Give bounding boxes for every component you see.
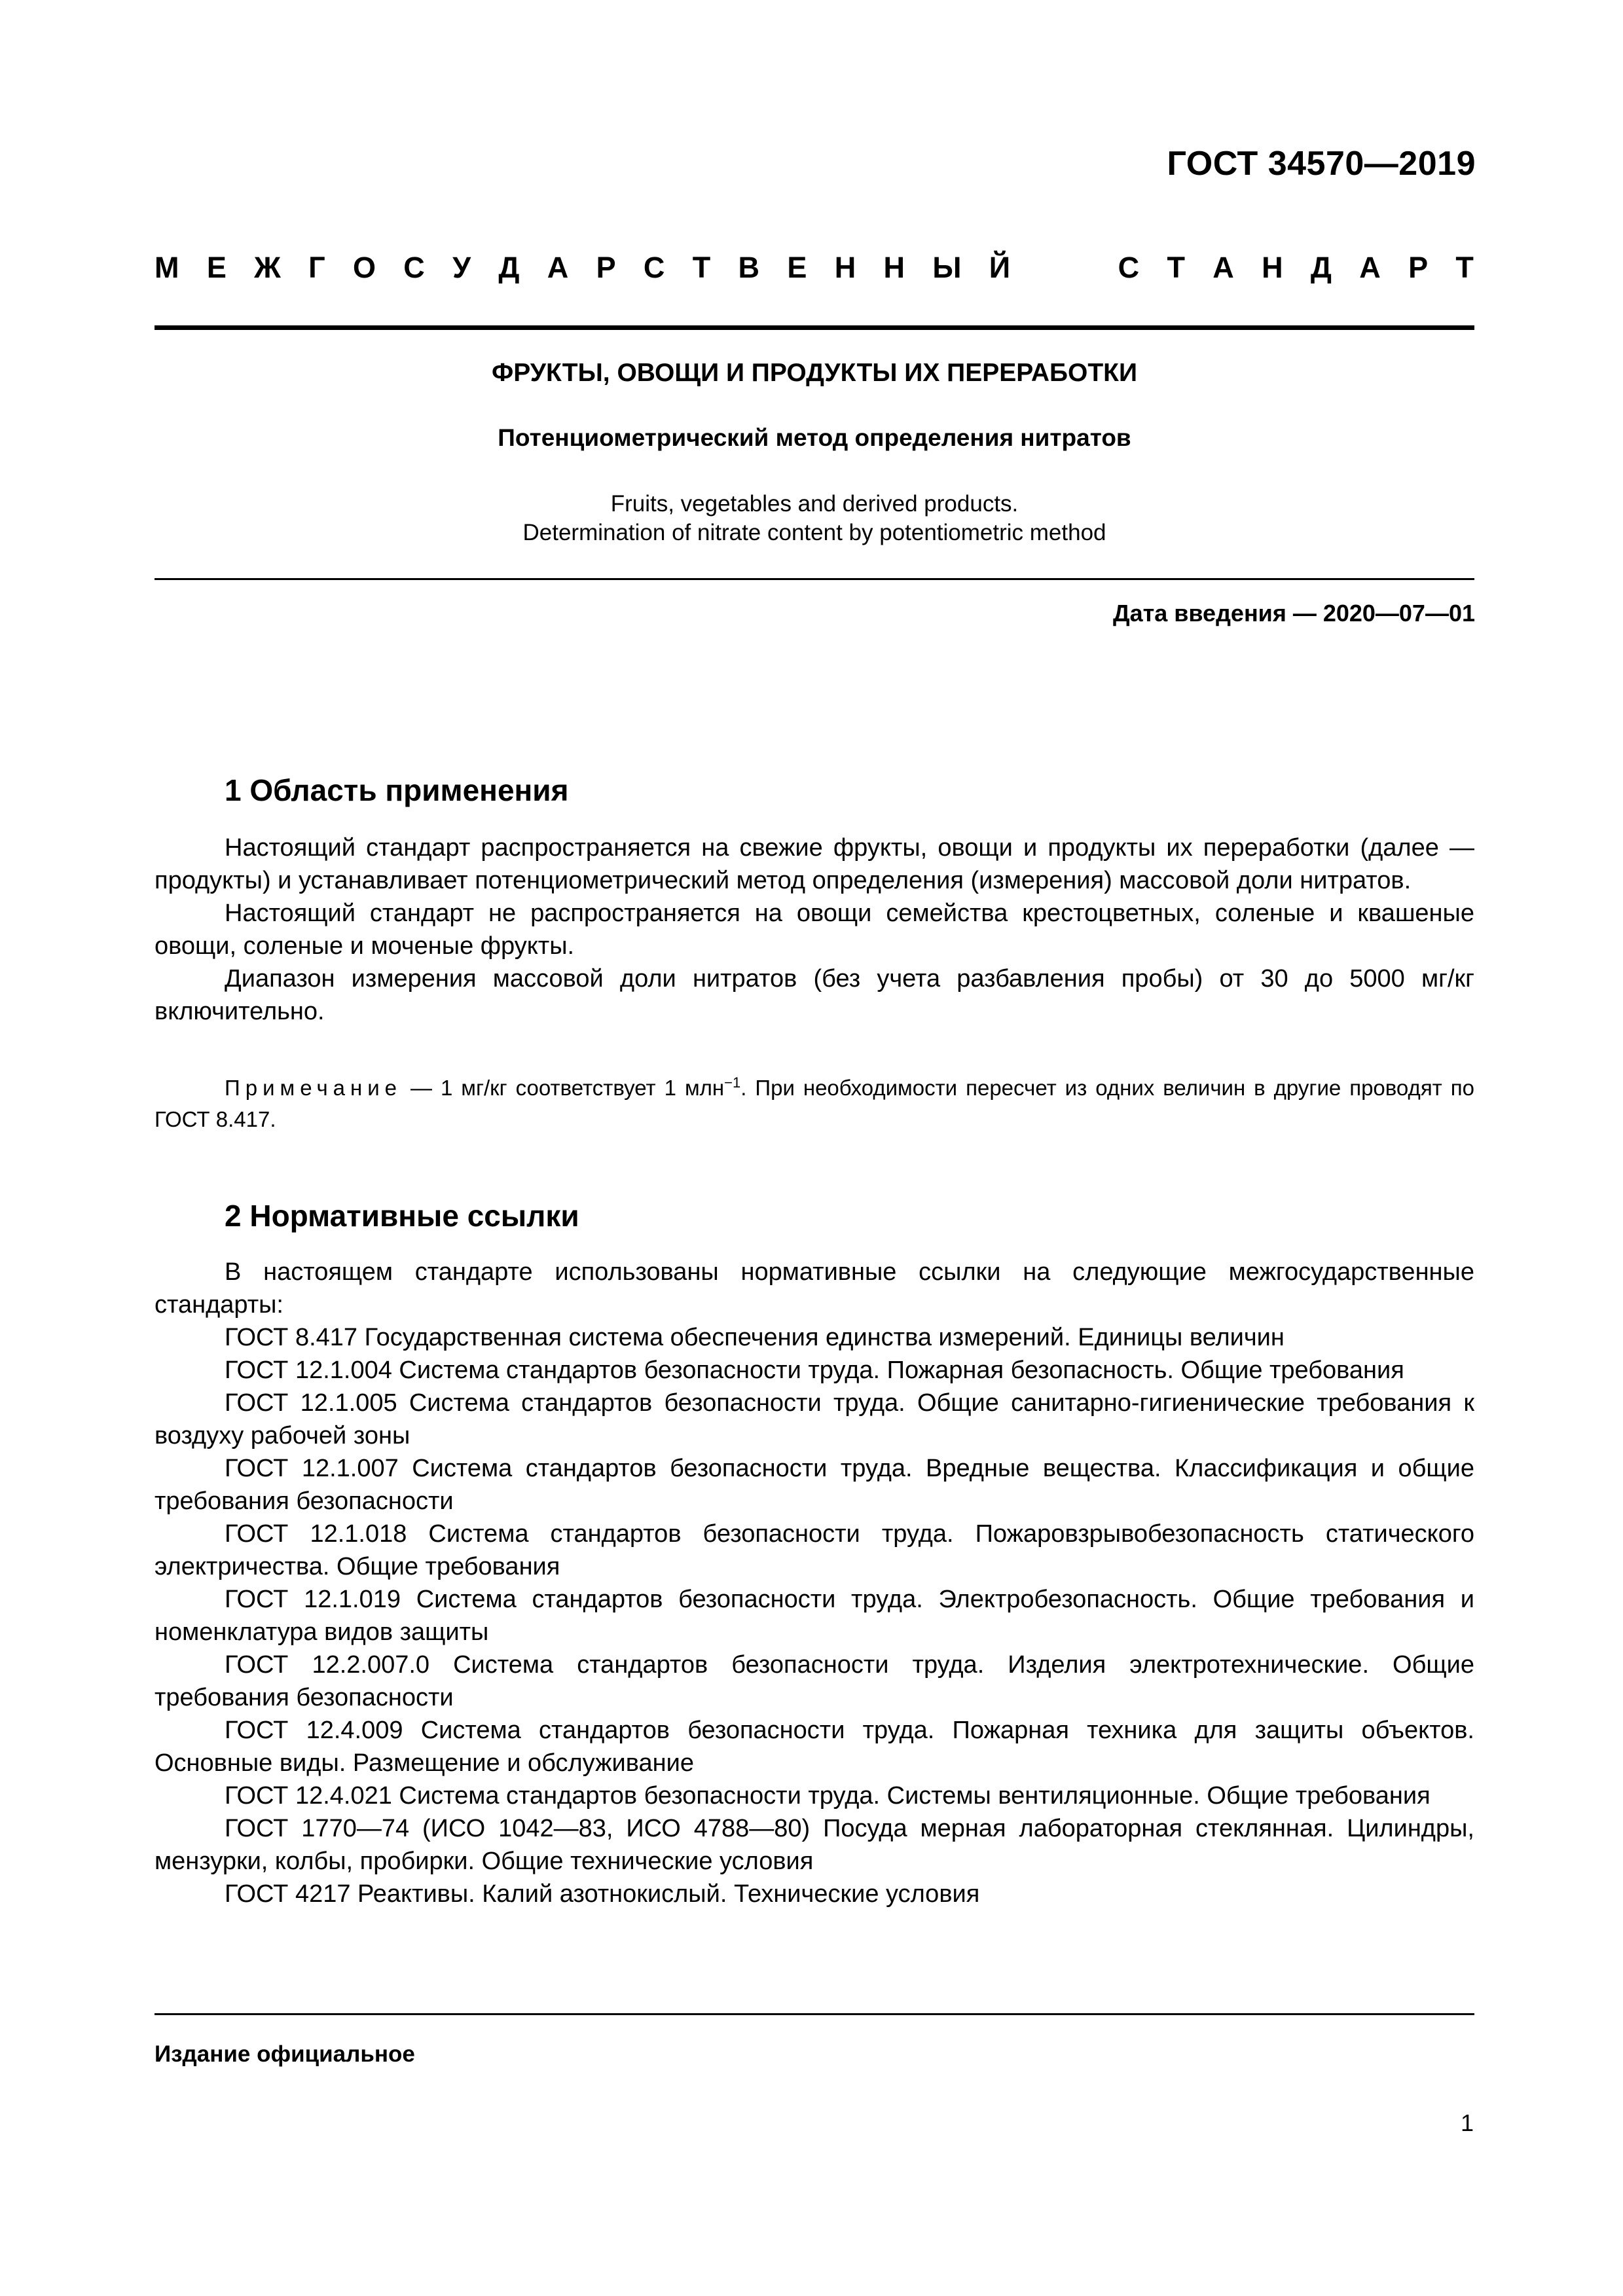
title-letter: М	[155, 251, 179, 284]
reference-item: ГОСТ 4217 Реактивы. Калий азотнокислый. Технические условия	[225, 1880, 980, 1908]
title-word-gap	[1038, 251, 1090, 285]
reference-item: ГОСТ 12.1.005 Система стандартов безопасности труда. Общие санитарно-гигиенические требования к воздуху рабочей зоны	[155, 1389, 1474, 1449]
reference-item: ГОСТ 12.1.004 Система стандартов безопасности труда. Пожарная безопасность. Общие требования	[225, 1357, 1404, 1384]
intro-date: Дата введения — 2020—07—01	[1112, 600, 1475, 627]
page-number: 1	[1460, 2109, 1474, 2136]
reference-paragraph: В настоящем стандарте использованы нормативные ссылки на следующие межгосударственные стандарты:	[155, 1258, 1474, 1319]
title-letter: Н	[883, 251, 905, 284]
title-letter: С	[643, 251, 665, 284]
title-en-line1: Fruits, vegetables and derived products.	[610, 491, 1019, 517]
reference-item: ГОСТ 12.2.007.0 Система стандартов безопасности труда. Изделия электротехнические. Общие требования безопасности	[155, 1651, 1474, 1711]
title-letter: Й	[989, 251, 1011, 284]
title-letter: А	[1359, 251, 1381, 284]
reference-item: ГОСТ 8.417 Государственная система обеспечения единства измерений. Единицы величин	[225, 1324, 1285, 1351]
reference-item: ГОСТ 12.1.007 Система стандартов безопасности труда. Вредные вещества. Классификация и общие требования безопасности	[155, 1455, 1474, 1515]
title-letter: Ж	[254, 251, 281, 284]
title-letter: Ы	[932, 251, 962, 284]
title-letter: А	[1213, 251, 1234, 284]
section2-heading: 2 Нормативные ссылки	[225, 1199, 579, 1233]
note-text-a: — 1 мг/кг соответствует 1 млн	[402, 1076, 725, 1100]
title-letter: Р	[1408, 251, 1429, 284]
title-letter: Р	[596, 251, 616, 284]
reference-item: ГОСТ 1770—74 (ИСО 1042—83, ИСО 4788—80) Посуда мерная лабораторная стеклянная. Цилиндры, мензурки, колбы, пробирки. Общие технические условия	[155, 1815, 1474, 1875]
title-letter: Д	[1310, 251, 1332, 284]
title-letter: Н	[834, 251, 856, 284]
reference-item: ГОСТ 12.1.019 Система стандартов безопасности труда. Электробезопасность. Общие требования и номенклатура видов защиты	[155, 1586, 1474, 1646]
title-letter: Т	[1167, 251, 1185, 284]
title-letter: А	[547, 251, 569, 284]
note-label: Примечание	[225, 1076, 403, 1100]
title-en-line2: Determination of nitrate content by potentiometric method	[522, 520, 1106, 545]
note-text-b: . При необходимости пересчет из одних величин в другие проводят по ГОСТ 8.417.	[155, 1076, 1474, 1131]
reference-item: ГОСТ 12.4.021 Система стандартов безопасности труда. Системы вентиляционные. Общие требования	[225, 1782, 1431, 1810]
footer-divider	[155, 2013, 1474, 2015]
title-letter: Т	[692, 251, 711, 284]
note-superscript: −1	[724, 1074, 741, 1091]
reference-item: ГОСТ 12.4.009 Система стандартов безопасности труда. Пожарная техника для защиты объектов. Основные виды. Размещение и обслуживание	[155, 1717, 1474, 1777]
header-divider	[155, 325, 1474, 330]
section1-paragraph: Диапазон измерения массовой доли нитратов (без учета разбавления пробы) от 30 до 5000 мг/кг включительно.	[155, 965, 1474, 1025]
title-divider	[155, 578, 1474, 580]
title-letter: Т	[1455, 251, 1474, 284]
title-en	[155, 490, 1474, 547]
title-letter: В	[738, 251, 760, 284]
title-letter: С	[1118, 251, 1140, 284]
title-letter: Е	[787, 251, 807, 284]
title-letter: Г	[308, 251, 325, 284]
title-letter: Д	[498, 251, 520, 284]
title-ru: ФРУКТЫ, ОВОЩИ И ПРОДУКТЫ ИХ ПЕРЕРАБОТКИ	[491, 359, 1138, 387]
section1-paragraph: Настоящий стандарт не распространяется на овощи семейства крестоцветных, соленые и квашеные овощи, соленые и моченые фрукты.	[155, 900, 1474, 960]
edition-label: Издание официальное	[155, 2041, 415, 2067]
title-letter: С	[403, 251, 425, 284]
section1-paragraph: Настоящий стандарт распространяется на свежие фрукты, овощи и продукты их переработки (далее — продукты) и устанавливает потенциометрический метод определения (измерения) массовой доли нитратов.	[155, 834, 1474, 894]
standard-type-title	[155, 251, 1474, 285]
document-code: ГОСТ 34570—2019	[1167, 145, 1476, 183]
section2-body	[155, 1256, 1474, 1910]
title-letter: Е	[206, 251, 227, 284]
title-letter: О	[352, 251, 376, 284]
title-letter: У	[452, 251, 471, 284]
reference-item: ГОСТ 12.1.018 Система стандартов безопасности труда. Пожаровзрывобезопасность статического электричества. Общие требования	[155, 1520, 1474, 1580]
subtitle-ru: Потенциометрический метод определения нитратов	[498, 424, 1131, 451]
section1-note	[155, 1072, 1474, 1135]
section1-heading: 1 Область применения	[225, 773, 569, 807]
section1-body	[155, 831, 1474, 1028]
title-letter: Н	[1262, 251, 1283, 284]
